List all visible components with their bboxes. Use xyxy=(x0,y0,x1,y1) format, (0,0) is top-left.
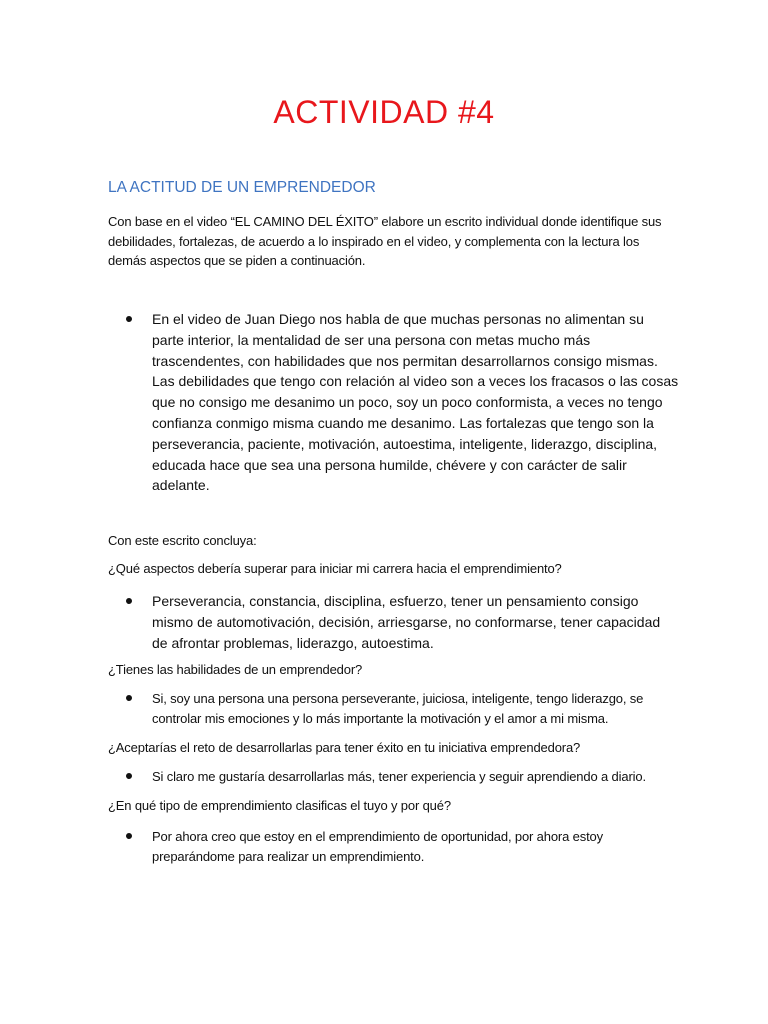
answer-2-text xyxy=(152,689,643,728)
answer-line: de afrontar problemas, liderazgo, autoestima. xyxy=(152,634,434,651)
bullet-line: parte interior, la mentalidad de ser una persona con metas mucho más xyxy=(152,331,591,348)
conclude-label: Con este escrito concluya: xyxy=(108,533,257,548)
answer-line: mismo de automotivación, decisión, arriesgarse, no conformarse, tener capacidad xyxy=(152,613,661,630)
answer-line: Por ahora creo que estoy en el emprendimiento de oportunidad, por ahora estoy xyxy=(152,829,603,844)
intro-line: demás aspectos que se piden a continuación. xyxy=(108,253,366,268)
question-4: ¿En qué tipo de emprendimiento clasificas el tuyo y por qué? xyxy=(108,798,451,813)
bullet-line: trascendentes, con habilidades que nos permitan desarrollarnos consigo mismas. xyxy=(152,352,658,369)
answer-line: Si claro me gustaría desarrollarlas más, tener experiencia y seguir aprendiendo a diario. xyxy=(152,769,646,784)
bullet-dot-icon xyxy=(126,833,132,839)
bullet-line: que no consigo me desanimo un poco, soy un poco conformista, a veces no tengo xyxy=(152,394,663,411)
intro-paragraph xyxy=(108,212,662,271)
answer-4-text xyxy=(152,827,603,866)
answer-1-text xyxy=(152,591,660,653)
answer-line: controlar mis emociones y lo más importante la motivación y el amor a mi misma. xyxy=(152,710,609,726)
bullet-line: Las debilidades que tengo con relación al video son a veces los fracasos o las cosas xyxy=(152,373,679,390)
bullet-line: adelante. xyxy=(152,477,210,494)
intro-line: debilidades, fortalezas, de acuerdo a lo inspirado en el video, y complementa con la lectura los xyxy=(108,233,640,249)
bullet-dot-icon xyxy=(126,773,132,779)
bullet-line: confianza conmigo misma cuando me desanimo. Las fortalezas que tengo son la xyxy=(152,414,654,431)
bullet-line: educada hace que sea una persona humilde, chévere y con carácter de salir xyxy=(152,456,627,473)
bullet-line: perseverancia, paciente, motivación, autoestima, inteligente, liderazgo, disciplina, xyxy=(152,435,658,452)
bullet-line: En el video de Juan Diego nos habla de que muchas personas no alimentan su xyxy=(152,311,644,327)
question-2: ¿Tienes las habilidades de un emprendedor? xyxy=(108,662,363,677)
answer-line: preparándome para realizar un emprendimiento. xyxy=(152,848,425,864)
answer-line: Si, soy una persona una persona perseverante, juiciosa, inteligente, tengo liderazgo, se xyxy=(152,691,644,706)
intro-line: Con base en el video “EL CAMINO DEL ÉXITO” elabore un escrito individual donde identifique sus xyxy=(108,214,662,229)
bullet-dot-icon xyxy=(126,316,132,322)
section-heading: LA ACTITUD DE UN EMPRENDEDOR xyxy=(108,179,376,196)
answer-3-text xyxy=(152,767,646,787)
bullet-dot-icon xyxy=(126,695,132,701)
answer-line: Perseverancia, constancia, disciplina, esfuerzo, tener un pensamiento consigo xyxy=(152,593,639,609)
main-bullet-text xyxy=(152,309,678,496)
question-3: ¿Aceptarías el reto de desarrollarlas para tener éxito en tu iniciativa emprendedora? xyxy=(108,740,581,755)
question-1: ¿Qué aspectos debería superar para iniciar mi carrera hacia el emprendimiento? xyxy=(108,561,562,576)
page-title: ACTIVIDAD #4 xyxy=(273,94,495,130)
bullet-dot-icon xyxy=(126,598,132,604)
